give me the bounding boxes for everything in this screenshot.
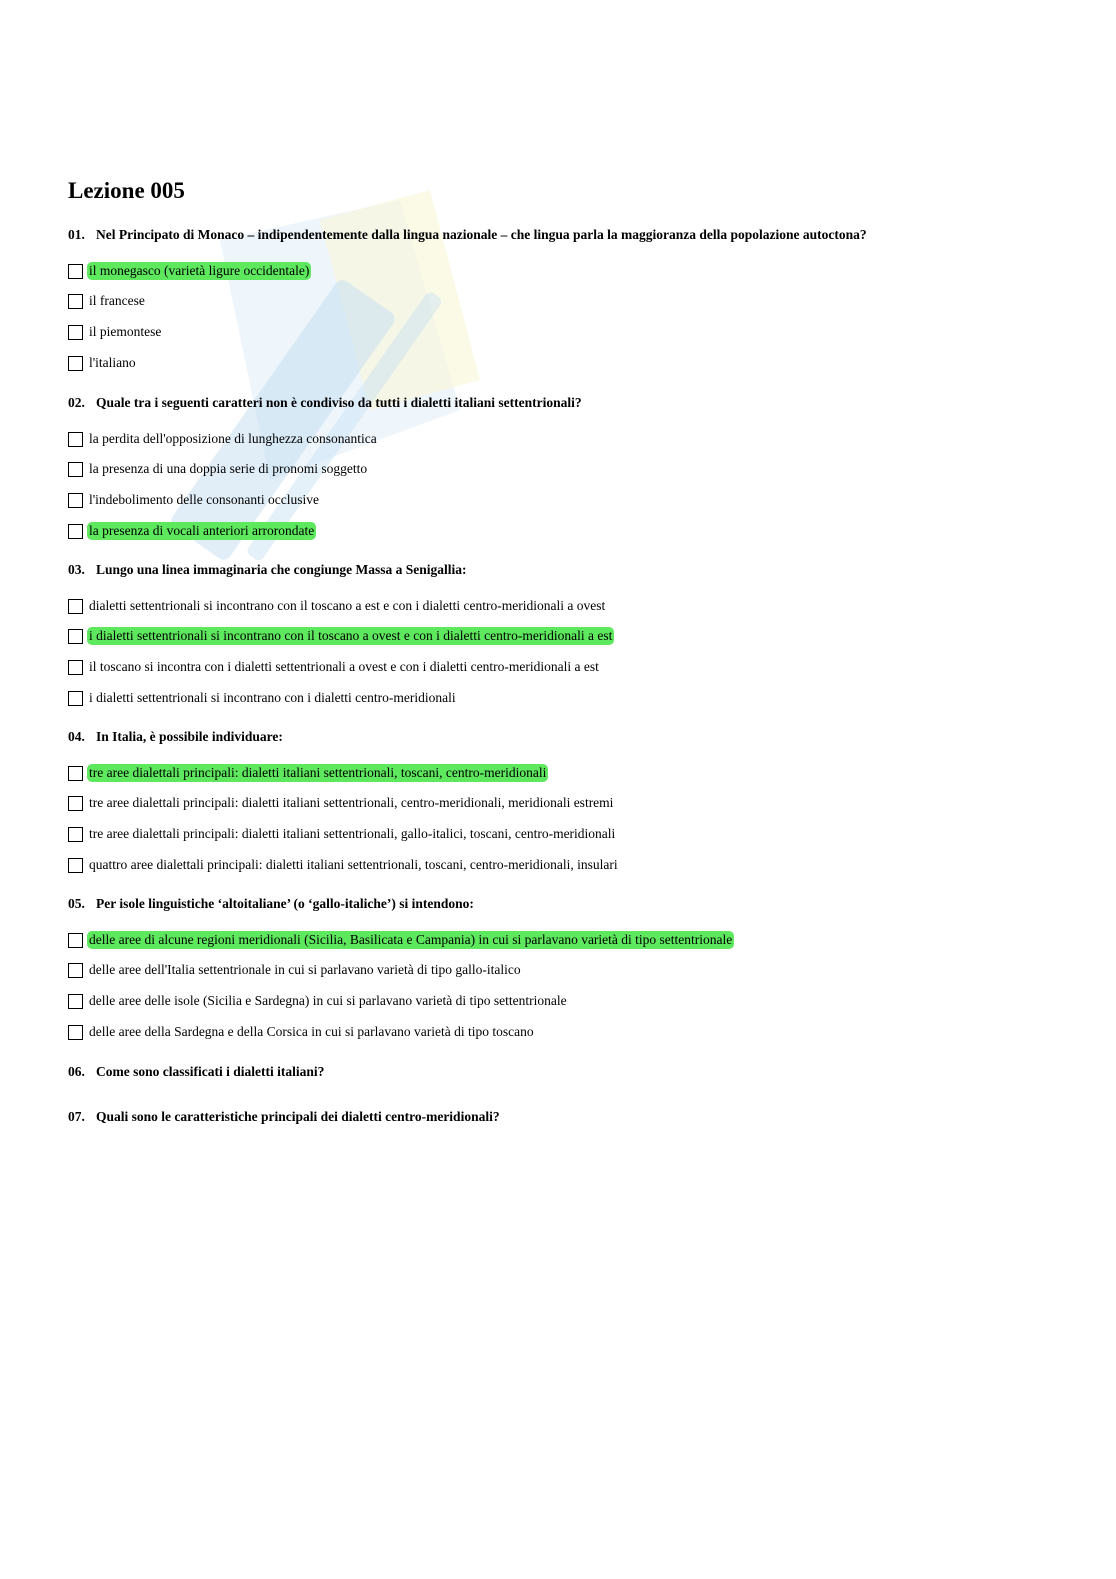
question-4 (68, 728, 283, 746)
question-text: Come sono classificati i dialetti italiani? (96, 1064, 325, 1079)
answer-option[interactable] (68, 688, 458, 708)
answer-option[interactable] (68, 763, 548, 783)
question-text: Nel Principato di Monaco – indipendentemente dalla lingua nazionale – che lingua parla la maggioranza della popolazione autoctona? (96, 227, 867, 242)
answer-text: i dialetti settentrionali si incontrano con i dialetti centro-meridionali (89, 690, 456, 705)
answer-option[interactable] (68, 291, 147, 311)
correct-answer-text: tre aree dialettali principali: dialetti italiani settentrionali, toscani, centro-meridionali (89, 765, 547, 780)
answer-text: la perdita dell'opposizione di lunghezza consonantica (89, 431, 377, 446)
question-7 (68, 1108, 500, 1126)
answer-text: l'italiano (89, 355, 136, 370)
answer-checkbox[interactable] (68, 1025, 83, 1040)
answer-option[interactable] (68, 793, 615, 813)
answer-option[interactable] (68, 855, 620, 875)
answer-option[interactable] (68, 261, 311, 281)
answer-checkbox[interactable] (68, 629, 83, 644)
answer-option[interactable] (68, 657, 601, 677)
correct-answer-text: il monegasco (varietà ligure occidentale) (89, 263, 310, 278)
answer-checkbox[interactable] (68, 933, 83, 948)
answer-option[interactable] (68, 960, 523, 980)
answer-text: il toscano si incontra con i dialetti settentrionali a ovest e con i dialetti centro-meridionali a est (89, 659, 599, 674)
answer-checkbox[interactable] (68, 462, 83, 477)
answer-option[interactable] (68, 429, 379, 449)
question-text: In Italia, è possibile individuare: (96, 729, 283, 744)
answer-text: dialetti settentrionali si incontrano con il toscano a est e con i dialetti centro-meridionali a ovest (89, 598, 606, 613)
answer-checkbox[interactable] (68, 325, 83, 340)
answer-option[interactable] (68, 930, 734, 950)
answer-checkbox[interactable] (68, 524, 83, 539)
answer-text: delle aree dell'Italia settentrionale in cui si parlavano varietà di tipo gallo-italico (89, 962, 521, 977)
question-number: 05. (68, 896, 85, 911)
answer-option[interactable] (68, 521, 316, 541)
question-2 (68, 394, 582, 412)
question-3 (68, 561, 467, 579)
answer-option[interactable] (68, 991, 569, 1011)
answer-checkbox[interactable] (68, 599, 83, 614)
correct-answer-text: la presenza di vocali anteriori arrorondate (89, 523, 315, 538)
answer-checkbox[interactable] (68, 493, 83, 508)
answer-checkbox[interactable] (68, 827, 83, 842)
answer-checkbox[interactable] (68, 796, 83, 811)
correct-answer-text: delle aree di alcune regioni meridionali (Sicilia, Basilicata e Campania) in cui si parlavano varietà di tipo settentrionale (89, 932, 733, 947)
answer-checkbox[interactable] (68, 994, 83, 1009)
question-number: 04. (68, 729, 85, 744)
answer-option[interactable] (68, 459, 369, 479)
question-6 (68, 1063, 324, 1081)
question-number: 03. (68, 562, 85, 577)
answer-option[interactable] (68, 626, 614, 646)
question-text: Per isole linguistiche ‘altoitaliane’ (o ‘gallo-italiche’) si intendono: (96, 896, 474, 911)
question-text: Quale tra i seguenti caratteri non è condiviso da tutti i dialetti italiani settentrionali? (96, 395, 582, 410)
answer-checkbox[interactable] (68, 356, 83, 371)
answer-option[interactable] (68, 596, 607, 616)
correct-answer-text: i dialetti settentrionali si incontrano con il toscano a ovest e con i dialetti centro-meridionali a est (89, 628, 613, 643)
question-number: 06. (68, 1064, 85, 1079)
answer-text: tre aree dialettali principali: dialetti italiani settentrionali, gallo-italici, toscani, centro-meridionali (89, 826, 616, 841)
answer-text: tre aree dialettali principali: dialetti italiani settentrionali, centro-meridionali, meridionali estremi (89, 795, 614, 810)
answer-checkbox[interactable] (68, 660, 83, 675)
question-number: 01. (68, 227, 85, 242)
answer-text: delle aree della Sardegna e della Corsica in cui si parlavano varietà di tipo toscano (89, 1024, 534, 1039)
answer-text: la presenza di una doppia serie di pronomi soggetto (89, 461, 368, 476)
answer-checkbox[interactable] (68, 766, 83, 781)
answer-checkbox[interactable] (68, 432, 83, 447)
answer-checkbox[interactable] (68, 963, 83, 978)
question-number: 07. (68, 1109, 85, 1124)
answer-text: il francese (89, 293, 145, 308)
question-1 (68, 226, 867, 244)
answer-text: quattro aree dialettali principali: dialetti italiani settentrionali, toscani, centro-meridionali, insulari (89, 857, 618, 872)
answer-checkbox[interactable] (68, 294, 83, 309)
question-text: Quali sono le caratteristiche principali dei dialetti centro-meridionali? (96, 1109, 500, 1124)
answer-text: il piemontese (89, 324, 162, 339)
answer-text: delle aree delle isole (Sicilia e Sardegna) in cui si parlavano varietà di tipo settentrionale (89, 993, 567, 1008)
question-text: Lungo una linea immaginaria che congiunge Massa a Senigallia: (96, 562, 467, 577)
answer-option[interactable] (68, 1022, 536, 1042)
answer-option[interactable] (68, 322, 163, 342)
question-5 (68, 895, 474, 913)
answer-text: l'indebolimento delle consonanti occlusive (89, 492, 320, 507)
answer-option[interactable] (68, 353, 138, 373)
answer-option[interactable] (68, 490, 321, 510)
answer-checkbox[interactable] (68, 264, 83, 279)
question-number: 02. (68, 395, 85, 410)
answer-checkbox[interactable] (68, 691, 83, 706)
answer-option[interactable] (68, 824, 617, 844)
answer-checkbox[interactable] (68, 858, 83, 873)
lesson-title: Lezione 005 (68, 178, 185, 203)
